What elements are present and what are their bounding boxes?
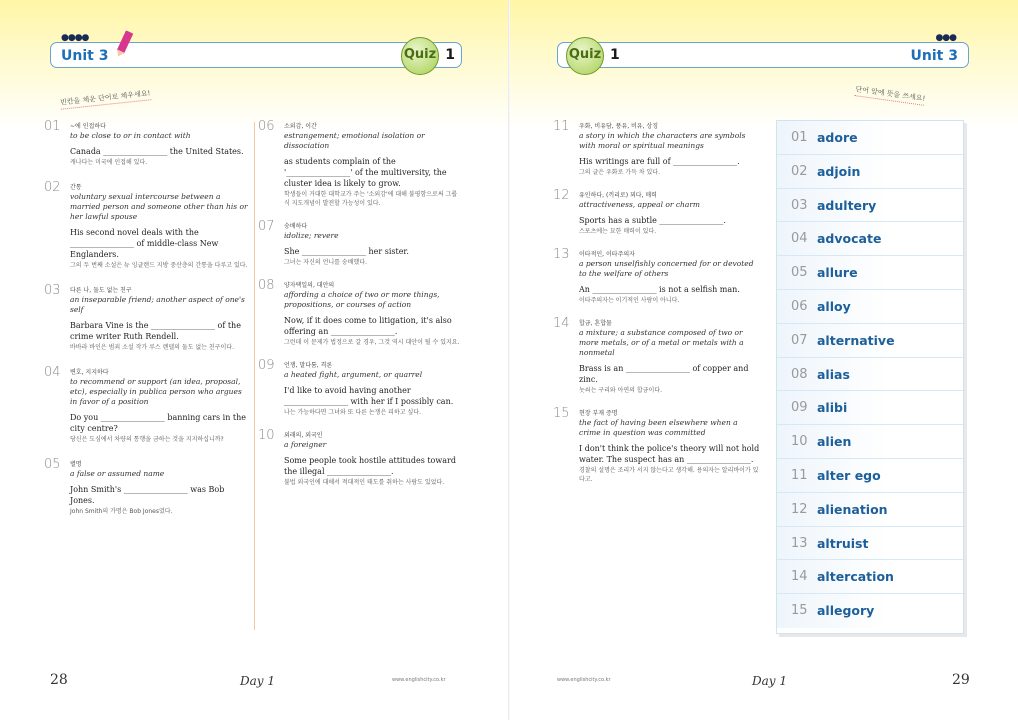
entry-sentence: I'd like to avoid having another ________________ with her if I possibly can. [284,386,454,406]
entry-number: 10 [258,428,275,443]
entry-translation: 경찰의 설명은 조리가 서지 않는다고 생각해. 용의자는 알리바이가 있다고. [579,467,759,483]
word-text: adore [817,130,858,145]
word-row [777,290,963,324]
quiz-number-left: 1 [445,47,455,63]
page-fold [508,0,510,720]
entry-korean-meaning: 합금, 혼합물 [579,320,612,327]
entry-translation: 나는 가능하다면 그녀와 또 다른 논쟁은 피하고 싶다. [284,409,421,416]
entry-translation: 당신은 도심에서 차량의 통행을 금하는 것을 지지하십니까? [70,436,224,443]
entry-number: 12 [553,188,570,203]
quiz-badge-icon: Quiz [401,37,439,75]
word-row [777,594,963,628]
entry-number: 08 [258,278,275,293]
word-number: 13 [791,535,808,551]
right-column [555,120,760,498]
entry-definition: a heated fight, argument, or quarrel [284,370,423,379]
entry-sentence: I don't think the police's theory will not hold water. The suspect has an ________________. [579,444,760,464]
entry-definition: a mixture; a substance composed of two or more metals, or of a metal or metals with a nonmetal [579,328,744,357]
entry-korean-meaning: 현장 부재 증명 [579,410,618,417]
url-right: www.englishcity.co.kr [557,677,611,683]
word-number: 07 [791,332,808,348]
header-dots-right: ●●● [935,33,956,43]
left-column-2 [260,120,460,501]
entry-korean-meaning: ~에 인접하다 [70,123,106,130]
pencil-icon [117,30,134,53]
vocab-entry [44,457,250,516]
word-number: 05 [791,265,808,281]
word-row [777,527,963,561]
entry-number: 05 [44,457,61,472]
vocab-entry [258,428,460,487]
word-text: allure [817,265,858,281]
quiz-badge-icon-right: Quiz [566,37,604,75]
entry-sentence: She ________________ her sister. [284,247,409,256]
entry-korean-meaning: 양자택일의, 대안의 [284,282,335,289]
entry-definition: a foreigner [284,440,327,449]
entry-korean-meaning: 간통 [70,184,82,191]
word-row [777,493,963,527]
entry-number: 07 [258,219,275,234]
entry-definition: a story in which the characters are symbols with moral or spiritual meanings [579,131,746,150]
entry-definition: estrangement; emotional isolation or dissociation [284,131,425,150]
entry-korean-meaning: 다른 나, 둘도 없는 친구 [70,287,132,294]
vocab-entry [258,119,460,208]
unit-title-left: Unit 3 [61,48,109,64]
vocab-entry [44,180,250,270]
word-number: 15 [791,603,808,619]
entry-translation: 그의 글은 우화로 가득 차 있다. [579,169,660,176]
entry-korean-meaning: 외래의, 외국인 [284,432,323,439]
vocab-entry [44,283,250,352]
word-text: alienation [817,501,888,517]
vocab-entry [553,406,760,484]
word-text: allegory [817,603,875,619]
entry-korean-meaning: 우화, 비유담, 풍유, 비유, 상징 [579,123,659,130]
entry-translation: 그런데 이 문제가 법정으로 갈 경우, 그것 역시 대안이 될 수 있지요. [284,339,460,346]
word-text: alter ego [817,467,881,483]
vocab-entry [44,365,250,444]
word-number: 09 [791,400,808,416]
word-text: altruist [817,535,869,551]
word-row [777,222,963,256]
entry-translation: 스포츠에는 묘한 매력이 있다. [579,228,657,235]
entry-korean-meaning: 언쟁, 말다툼, 격론 [284,362,333,369]
entry-number: 02 [44,180,61,195]
word-row [777,189,963,223]
entry-translation: 이타주의자는 이기적인 사람이 아니다. [579,297,680,304]
vocab-entry [553,119,760,177]
entry-sentence: as students complain of the '________________' of the multiversity, the cluster idea is likely to grow. [284,157,447,188]
entry-number: 01 [44,119,61,134]
word-number: 03 [791,197,808,213]
vocab-entry [553,247,760,305]
url-left: www.englishcity.co.kr [392,677,446,683]
entry-sentence: Brass is an ________________ of copper and zinc. [579,364,749,384]
vocab-entry [258,219,460,267]
entry-sentence: Now, if it does come to litigation, it's also offering an ________________. [284,316,452,336]
entry-translation: 불법 외국인에 대해서 적대적인 태도를 취하는 사람도 있었다. [284,479,445,486]
instruction-right: 단어 앞에 뜻을 쓰세요! [855,84,926,106]
entry-definition: to be close to or in contact with [70,131,191,140]
entry-korean-meaning: 유인하다, (끼리로) 꾀다, 매력 [579,192,657,199]
word-row [777,358,963,392]
entry-sentence: John Smith's ________________ was Bob Jones. [70,485,225,505]
entry-definition: an inseparable friend; another aspect of one's self [70,295,245,314]
entry-number: 06 [258,119,275,134]
vocab-entry [44,119,250,167]
entry-korean-meaning: 이타적인, 이타주의자 [579,251,635,258]
entry-korean-meaning: 숭배하다 [284,223,308,230]
word-text: adjoin [817,163,861,179]
day-label-right: Day 1 [752,674,788,688]
quiz-number-right: 1 [610,47,620,63]
word-text: alias [817,366,850,382]
entry-translation: 캐나다는 미국에 인접해 있다. [70,159,148,166]
word-row [777,425,963,459]
word-number: 14 [791,569,808,585]
word-text: altercation [817,569,894,585]
word-text: alloy [817,298,851,314]
word-row [777,324,963,358]
vocab-entry [258,358,460,417]
word-text: alibi [817,400,848,416]
word-number: 01 [791,130,808,145]
word-row [777,560,963,594]
word-row [777,459,963,493]
word-text: alternative [817,332,895,348]
entry-number: 15 [553,406,570,421]
vocab-entry [258,278,460,347]
entry-sentence: His second novel deals with the ________________ of middle-class New Englanders. [70,228,219,259]
left-header-bar [50,33,462,68]
entry-number: 11 [553,119,570,134]
instruction-left: 빈칸을 채운 단어로 채우세요! [60,88,151,109]
entry-definition: voluntary sexual intercourse between a married person and someone other than his or her lawful spouse [70,192,248,221]
entry-korean-meaning: 소외감, 이간 [284,123,317,130]
page-number-right: 29 [952,672,970,688]
entry-number: 04 [44,365,61,380]
day-label-left: Day 1 [240,674,276,688]
entry-sentence: Do you ________________ banning cars in the city centre? [70,413,246,433]
entry-sentence: An ________________ is not a selfish man. [579,285,740,294]
word-list-box [776,120,964,634]
entry-sentence: Sports has a subtle ________________. [579,216,726,225]
entry-definition: a false or assumed name [70,469,165,478]
right-header-bar [557,33,969,68]
word-number: 06 [791,298,808,314]
left-column-1 [46,120,250,532]
unit-title-right: Unit 3 [910,48,958,64]
entry-number: 03 [44,283,61,298]
entry-translation: 바바라 바인은 범죄 소설 작가 루스 렌델의 둘도 없는 친구이다. [70,344,234,351]
entry-number: 14 [553,316,570,331]
word-number: 10 [791,434,808,450]
entry-translation: John Smith의 가명은 Bob Jones였다. [70,508,173,515]
entry-sentence: Some people took hostile attitudes toward the illegal ________________. [284,456,456,476]
vocab-entry [553,188,760,236]
entry-definition: to recommend or support (an idea, proposal, etc), especially in publica person who argues in favor of a position [70,377,242,406]
header-dots: ●●●● [61,33,89,43]
entry-number: 09 [258,358,275,373]
entry-translation: 그녀는 자신의 언니를 숭배했다. [284,259,367,266]
entry-sentence: His writings are full of ________________. [579,157,740,166]
word-row [777,256,963,290]
word-row [777,391,963,425]
entry-number: 13 [553,247,570,262]
word-text: alien [817,434,852,450]
vocab-entry [553,316,760,395]
entry-definition: attractiveness, appeal or charm [579,200,701,209]
word-number: 02 [791,163,808,179]
entry-definition: affording a choice of two or more things, propositions, or courses of action [284,290,440,309]
entry-korean-meaning: 별명 [70,461,82,468]
entry-definition: idolize; revere [284,231,339,240]
word-number: 12 [791,501,808,517]
entry-translation: 그의 두 번째 소설은 뉴 잉글랜드 지방 중산층의 간통을 다루고 있다. [70,262,248,269]
word-row [777,155,963,189]
entry-translation: 학생들이 거대한 대학교가 주는 '소외감'에 대해 불평함으로써 그룹 식 지도개념이 발전할 가능성이 있다. [284,191,458,207]
word-text: advocate [817,231,882,247]
entry-definition: the fact of having been elsewhere when a crime in question was committed [579,418,738,437]
entry-translation: 놋쇠는 구리와 아연의 합금이다. [579,387,662,394]
word-text: adultery [817,197,877,213]
page-number-left: 28 [50,672,68,688]
entry-sentence: Canada ________________ the United States. [70,147,244,156]
word-number: 08 [791,366,808,382]
entry-korean-meaning: 변호, 지지하다 [70,369,109,376]
word-number: 04 [791,231,808,247]
word-row [777,121,963,155]
word-number: 11 [791,467,808,483]
entry-definition: a person unselfishly concerned for or devoted to the welfare of others [579,259,754,278]
entry-sentence: Barbara Vine is the ________________ of the crime writer Ruth Rendell. [70,321,241,341]
column-divider [254,122,255,630]
